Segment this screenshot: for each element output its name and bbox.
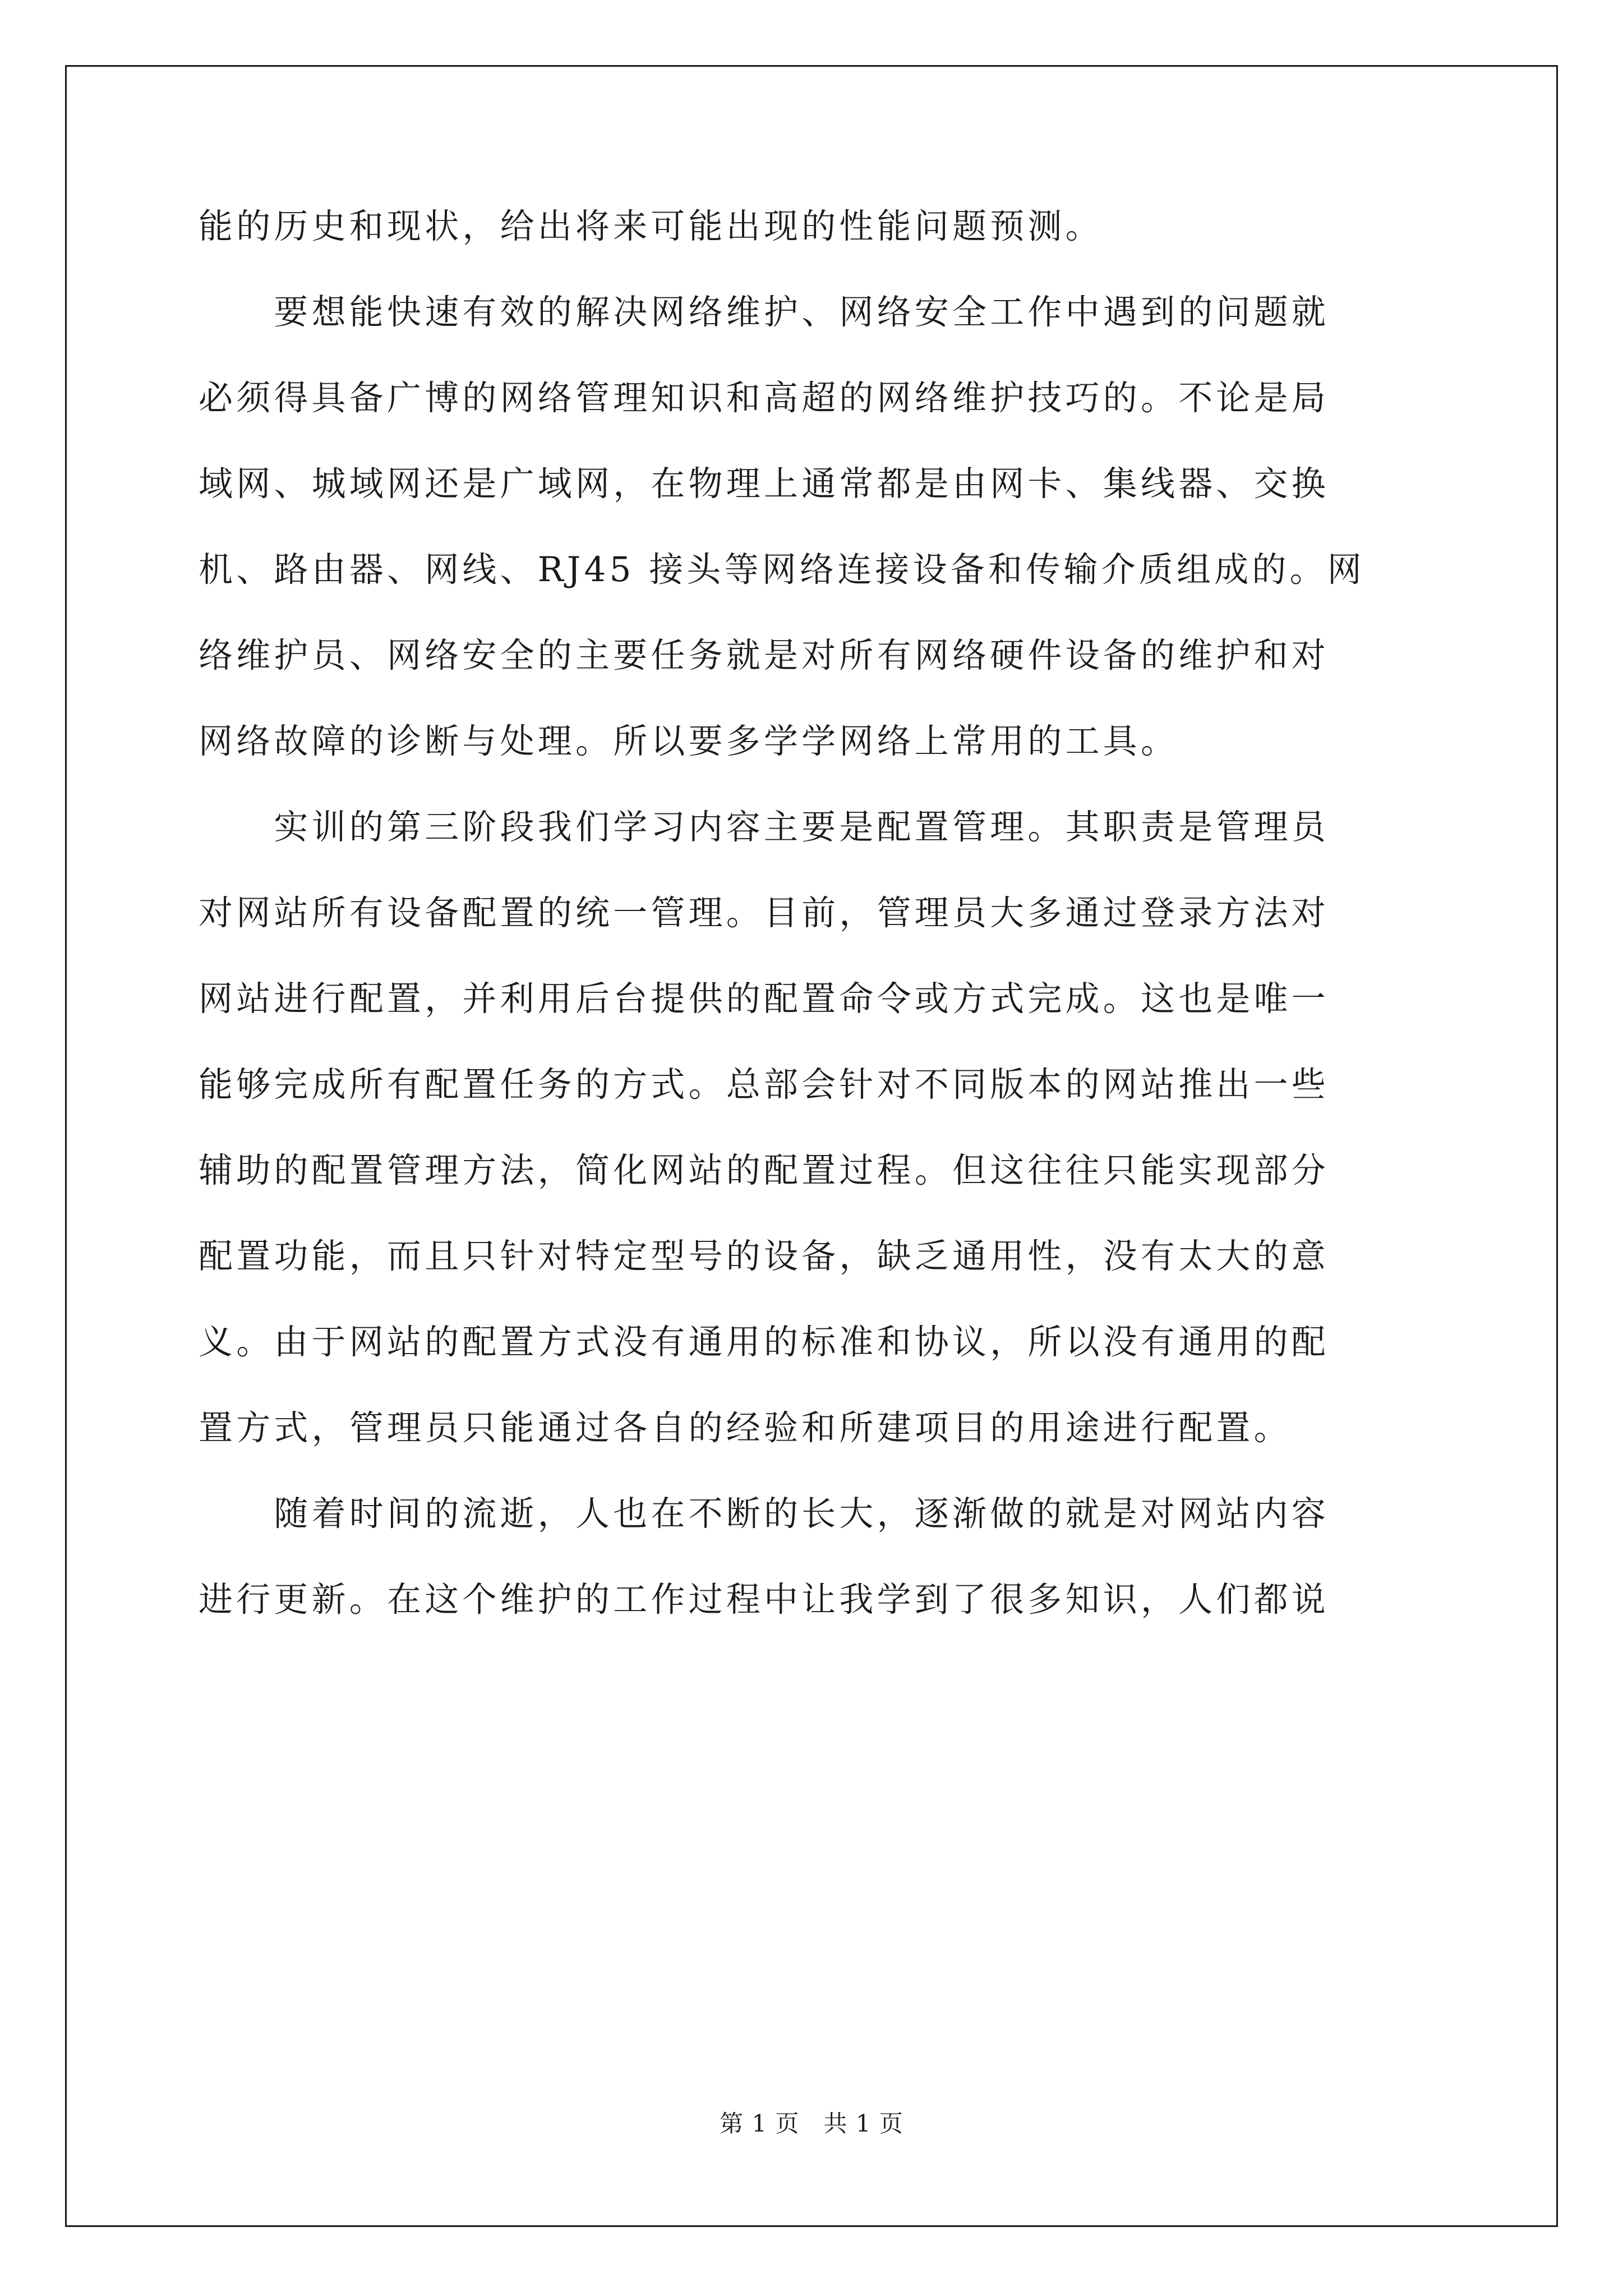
- text-line: 要想能快速有效的解决网络维护、网络安全工作中遇到的问题就: [199, 292, 1330, 332]
- text-line: 随着时间的流逝，人也在不断的长大，逐渐做的就是对网站内容: [199, 1494, 1330, 1534]
- text-line: 网络故障的诊断与处理。所以要多学学网络上常用的工具。: [199, 721, 1179, 761]
- text-line: 络维护员、网络安全的主要任务就是对所有网络硬件设备的维护和对: [199, 636, 1330, 675]
- text-line: 机、路由器、网线、RJ45 接头等网络连接设备和传输介质组成的。网: [199, 550, 1365, 590]
- text-line: 辅助的配置管理方法，简化网站的配置过程。但这往往只能实现部分: [199, 1151, 1330, 1190]
- text-line: 网站进行配置，并利用后台提供的配置命令或方式完成。这也是唯一: [199, 979, 1330, 1019]
- page-number-footer: 第 1 页 共 1 页: [720, 2110, 903, 2137]
- text-line: 置方式，管理员只能通过各自的经验和所建项目的用途进行配置。: [199, 1408, 1292, 1448]
- text-line: 必须得具备广博的网络管理知识和高超的网络维护技巧的。不论是局: [199, 378, 1330, 418]
- text-line: 配置功能，而且只针对特定型号的设备，缺乏通用性，没有太大的意: [199, 1236, 1330, 1276]
- text-line: 对网站所有设备配置的统一管理。目前，管理员大多通过登录方法对: [199, 893, 1330, 933]
- text-line: 能够完成所有配置任务的方式。总部会针对不同版本的网站推出一些: [199, 1065, 1330, 1105]
- text-line: 进行更新。在这个维护的工作过程中让我学到了很多知识，人们都说: [199, 1580, 1330, 1619]
- text-line: 域网、城域网还是广域网，在物理上通常都是由网卡、集线器、交换: [199, 464, 1330, 504]
- text-line: 能的历史和现状，给出将来可能出现的性能问题预测。: [199, 206, 1103, 246]
- text-line: 义。由于网站的配置方式没有通用的标准和协议，所以没有通用的配: [199, 1322, 1330, 1362]
- text-line: 实训的第三阶段我们学习内容主要是配置管理。其职责是管理员: [199, 807, 1330, 847]
